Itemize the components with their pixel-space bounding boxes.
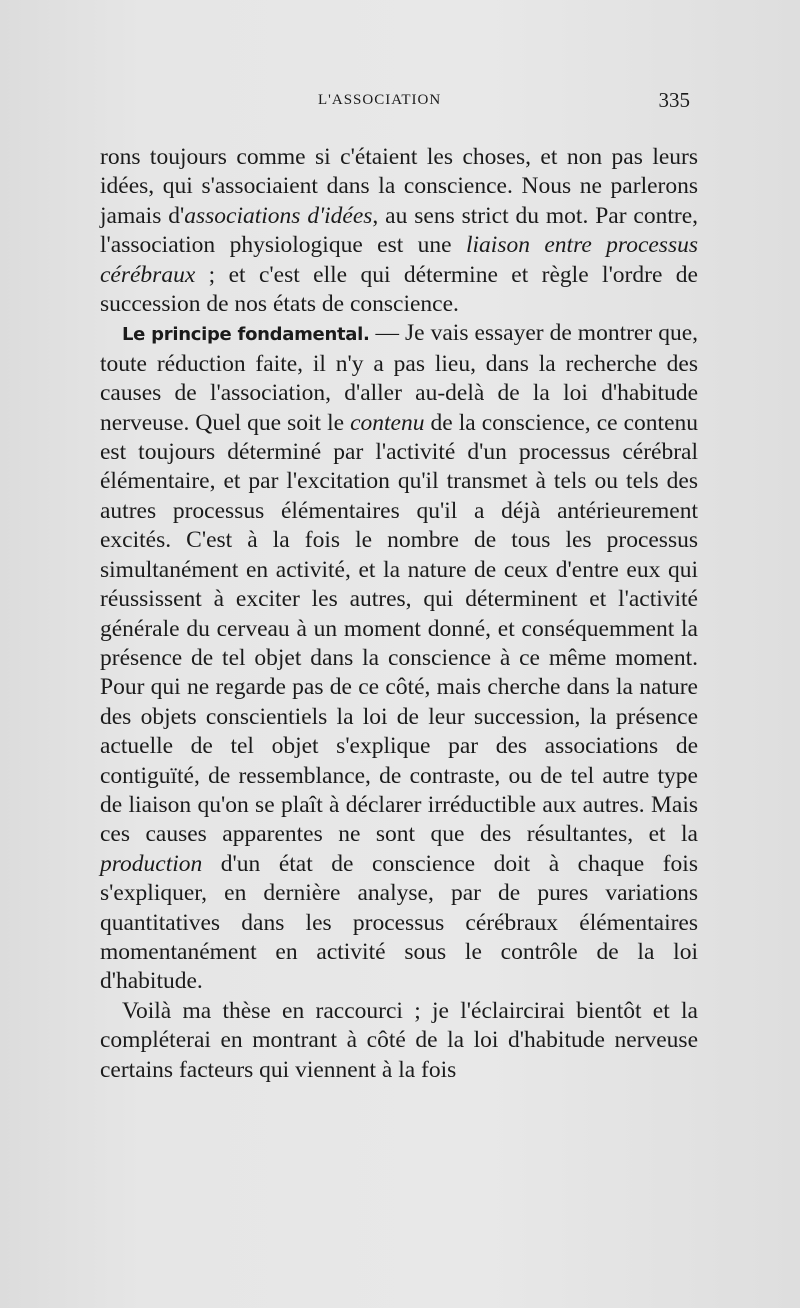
- text-run: Voilà ma thèse en raccourci ; je l'éclaircirai bientôt et la compléterai en montrant à côté de la loi d'habitude nerveuse certains facteurs qui viennent à la fois: [100, 997, 698, 1083]
- italic-run: contenu: [350, 409, 425, 436]
- body-text: [100, 143, 698, 1085]
- italic-run: production: [100, 850, 203, 877]
- italic-run: liaison entre processus cérébraux: [100, 232, 698, 288]
- text-run: ; et c'est elle qui détermine et règle l'ordre de succession de nos états de conscience.: [100, 261, 698, 318]
- text-run: rons toujours comme si c'étaient les choses, et non pas leurs idées, qui s'associaient dans la conscience. Nous ne parlerons jamais d': [100, 144, 698, 229]
- section-heading: Le principe fondamental.: [122, 324, 370, 346]
- text-run: d'un état de conscience doit à chaque fois s'expliquer, en dernière analyse, par de pures variations quantitatives dans les processus cérébraux élémentaires momentanément en activité sous le contrôle de la loi d'habitude.: [100, 850, 698, 995]
- paragraph-1: [100, 143, 698, 319]
- text-run: — Je vais essayer de montrer que, toute réduction faite, il n'y a pas lieu, dans la recherche des causes de l'association, d'aller au-delà de la loi d'habitude nerveuse. Quel que soit le: [100, 320, 698, 436]
- page-header: [96, 88, 690, 118]
- running-head: L'ASSOCIATION: [318, 92, 442, 108]
- text-run: , au sens strict du mot. Par contre, l'association physiologique est une: [100, 202, 699, 259]
- italic-run: associations d'idées: [184, 202, 373, 229]
- paragraph-3: [100, 997, 698, 1085]
- text-run: de la conscience, ce contenu est toujours déterminé par l'activité d'un processus cérébral élémentaire, et par l'excitation qu'il transmet à tels ou tels des autres processus élémentaires qu'il a déjà antérieurement excités. C'est à la fois le nombre de tous les processus simultanément en activité, et la nature de ceux d'entre eux qui réussissent à exciter les autres, qui déterminent et l'activité générale du cerveau à un moment donné, et conséquemment la présence de tel objet dans la conscience à ce même moment. Pour qui ne regarde pas de ce côté, mais cherche dans la nature des objets conscientiels la loi de leur succession, la présence actuelle de tel objet s'explique par des associations de contiguïté, de ressemblance, de contraste, ou de tel autre type de liaison qu'on se plaît à déclarer irréductible aux autres. Mais ces causes apparentes ne sont que des résultantes, et la: [100, 409, 698, 848]
- paragraph-2: [100, 319, 698, 996]
- page-number: 335: [658, 88, 690, 112]
